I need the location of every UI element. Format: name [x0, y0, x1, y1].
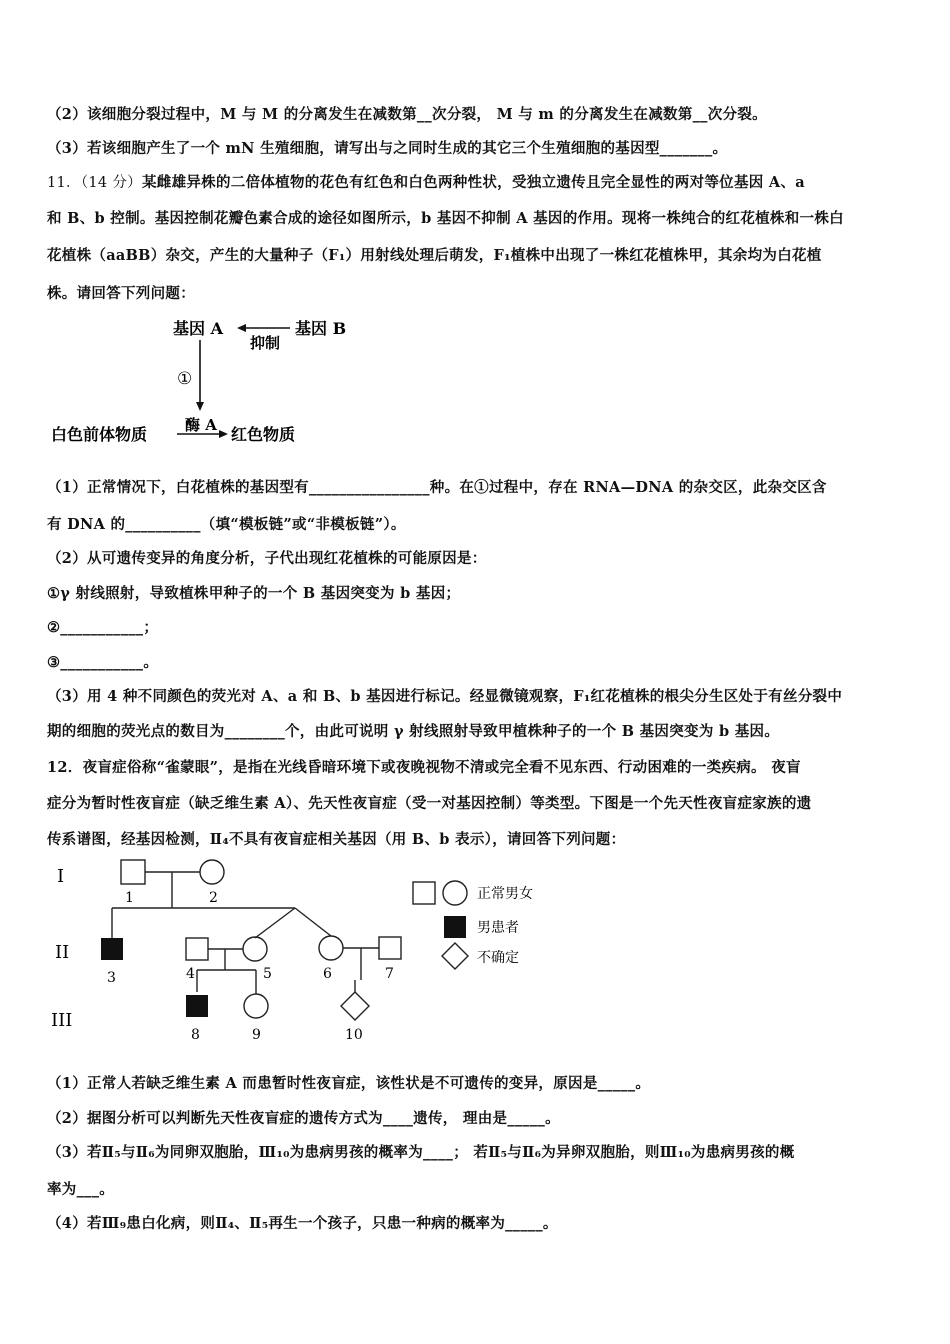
pedigree-individual-3	[101, 938, 123, 960]
label-4: 4	[186, 966, 195, 982]
q11-intro-line3: 花植株（aaBB）杂交，产生的大量种子（F₁）用射线处理后萌发，F₁植株中出现了一株红花植株甲，其余均为白花植	[47, 247, 822, 264]
q12-part3-line2: 率为___。	[47, 1181, 115, 1198]
step-label: ①	[177, 369, 193, 389]
legend-affected-label: 男患者	[477, 920, 519, 936]
q12-part4: （4）若Ⅲ₉患白化病，则Ⅱ₄、Ⅱ₅再生一个孩子，只患一种病的概率为_____。	[47, 1215, 558, 1232]
q11-intro-line2: 和 B、b 控制。基因控制花瓣色素合成的途径如图所示，b 基因不抑制 A 基因的作用。现将一株纯合的红花植株和一株白	[47, 210, 844, 227]
pedigree-individual-5	[243, 937, 267, 961]
label-2: 2	[209, 890, 218, 906]
q11-intro-text: 某雌雄异株的二倍体植物的花色有红色和白色两种性状，受独立遗传且完全显性的两对等位基因 A、a	[141, 174, 805, 191]
q11-intro-line4: 株。请回答下列问题：	[47, 285, 195, 302]
label-5: 5	[263, 966, 272, 982]
q11-part3-line1: （3）用 4 种不同颜色的荧光对 A、a 和 B、b 基因进行标记。经显微镜观察，F₁红花植株的根尖分生区处于有丝分裂中	[47, 688, 843, 705]
pedigree-individual-6	[319, 936, 343, 960]
q12-intro-line3: 传系谱图，经基因检测，Ⅱ₄不具有夜盲症相关基因（用 B、b 表示），请回答下列问题：	[47, 831, 626, 848]
label-10: 10	[345, 1027, 363, 1043]
q12-part1: （1）正常人若缺乏维生素 A 而患暂时性夜盲症，该性状是不可遗传的变异，原因是_____。	[47, 1075, 651, 1092]
q11-part2: （2）从可遗传变异的角度分析，子代出现红花植株的可能原因是：	[47, 550, 487, 567]
pedigree-individual-1	[121, 860, 145, 884]
legend-uncertain-icon	[442, 943, 468, 969]
q11-intro-line1	[47, 171, 907, 192]
label-3: 3	[107, 970, 116, 986]
legend-affected-male-icon	[444, 916, 466, 938]
inhibit-arrowhead	[237, 324, 246, 332]
q11-part2-reason3: ③___________。	[47, 654, 159, 671]
enzyme-label: 酶 A	[185, 416, 217, 434]
pigment-pathway-diagram	[45, 310, 365, 455]
generation-3-label: III	[51, 1010, 73, 1031]
q11-part2-reason2: ②___________；	[47, 619, 159, 636]
label-8: 8	[191, 1027, 200, 1043]
legend-normal-label: 正常男女	[477, 886, 533, 902]
pedigree-individual-9	[244, 994, 268, 1018]
pedigree-individual-10	[341, 992, 369, 1020]
white-precursor-label: 白色前体物质	[51, 425, 148, 444]
q10-part3: （3）若该细胞产生了一个 mN 生殖细胞，请写出与之同时生成的其它三个生殖细胞的基因型_______。	[47, 140, 728, 157]
pedigree-individual-2	[200, 860, 224, 884]
legend-uncertain-label: 不确定	[477, 950, 519, 966]
gene-b-label: 基因 B	[295, 319, 347, 338]
pedigree-individual-8	[186, 995, 208, 1017]
q12-intro-line2: 症分为暂时性夜盲症（缺乏维生素 A）、先天性夜盲症（受一对基因控制）等类型。下图是一个先天性夜盲症家族的遗	[47, 795, 812, 812]
label-9: 9	[252, 1027, 261, 1043]
gene-a-label: 基因 A	[173, 319, 223, 338]
legend-normal-female-icon	[443, 881, 467, 905]
q11-number: 11．（14 分）	[47, 175, 142, 191]
generation-1-label: I	[57, 866, 65, 887]
label-1: 1	[125, 890, 134, 906]
red-substance-label: 红色物质	[231, 425, 296, 444]
label-7: 7	[385, 966, 394, 982]
label-6: 6	[323, 966, 332, 982]
legend-normal-male-icon	[413, 882, 435, 904]
q12-part2: （2）据图分析可以判断先天性夜盲症的遗传方式为____遗传， 理由是_____。	[47, 1110, 560, 1127]
q11-part1-line1: （1）正常情况下，白花植株的基因型有________________种。在①过程中，存在 RNA—DNA 的杂交区，此杂交区含	[47, 479, 827, 496]
enzyme-arrowhead	[219, 430, 228, 438]
q11-part1-line2: 有 DNA 的__________（填“模板链”或“非模板链”）。	[47, 516, 406, 533]
pedigree-individual-7	[379, 937, 401, 959]
q12-part3-line1: （3）若Ⅱ₅与Ⅱ₆为同卵双胞胎，Ⅲ₁₀为患病男孩的概率为____； 若Ⅱ₅与Ⅱ₆为异卵双胞胎，则Ⅲ₁₀为患病男孩的概	[47, 1144, 795, 1161]
pedigree-chart	[45, 850, 565, 1050]
q11-part3-line2: 期的细胞的荧光点的数目为________个，由此可说明 γ 射线照射导致甲植株种子的一个 B 基因突变为 b 基因。	[47, 723, 780, 740]
inhibit-label: 抑制	[250, 334, 281, 352]
q11-part2-reason1: ①γ 射线照射，导致植株甲种子的一个 B 基因突变为 b 基因；	[47, 585, 461, 602]
pedigree-individual-4	[186, 938, 208, 960]
step-arrowhead	[196, 402, 204, 411]
generation-2-label: II	[55, 942, 70, 963]
q12-intro-line1: 12．夜盲症俗称“雀蒙眼”，是指在光线昏暗环境下或夜晚视物不清或完全看不见东西、行动困难的一类疾病。 夜盲	[47, 759, 801, 776]
q10-part2: （2）该细胞分裂过程中，M 与 M 的分离发生在减数第__次分裂， M 与 m 的分离发生在减数第__次分裂。	[47, 106, 767, 123]
